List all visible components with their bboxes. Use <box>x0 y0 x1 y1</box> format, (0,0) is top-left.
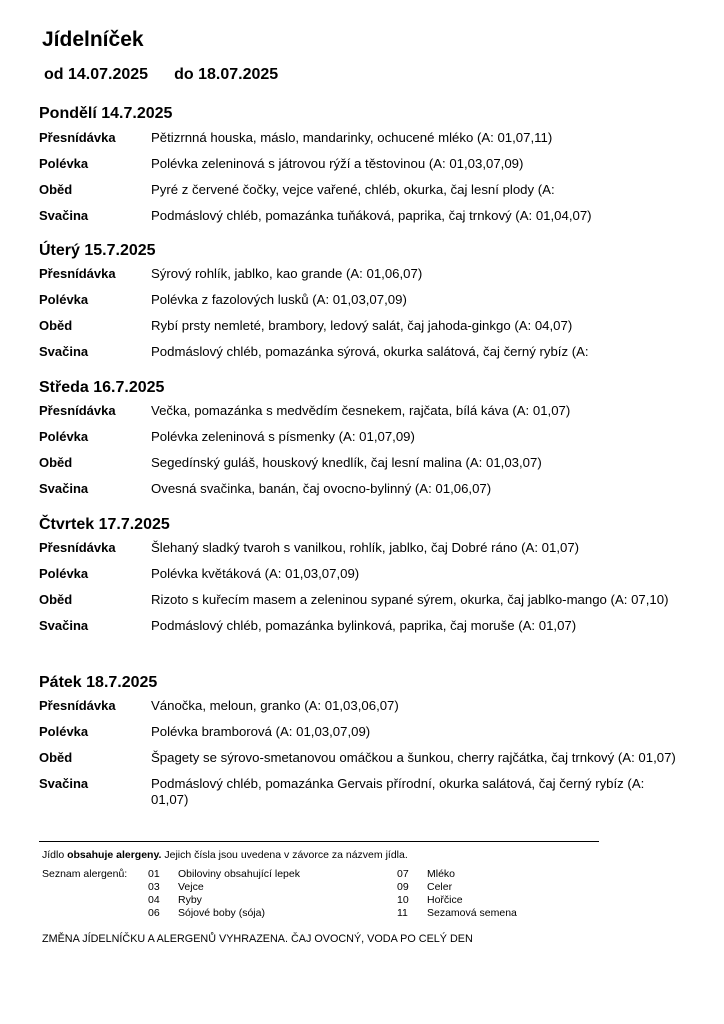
meal-label: Svačina <box>39 344 89 359</box>
meal-description: Polévka zeleninová s písmenky (A: 01,07,09) <box>151 429 415 444</box>
meal-label: Oběd <box>39 455 73 470</box>
meal-row-snack-afternoon <box>39 481 679 497</box>
meal-row-lunch <box>39 318 679 334</box>
allergen-code: 01 <box>148 868 160 880</box>
meal-description: Vánočka, meloun, granko (A: 01,03,06,07) <box>151 698 399 713</box>
meal-description: Podmáslový chléb, pomazánka tuňáková, paprika, čaj trnkový (A: 01,04,07) <box>151 208 592 223</box>
day-title: Středa 16.7.2025 <box>39 379 165 396</box>
meal-row-snack-afternoon <box>39 618 679 634</box>
meal-label: Oběd <box>39 318 73 333</box>
period-from-label: od <box>44 66 64 83</box>
meal-row-lunch <box>39 750 679 766</box>
meal-label: Oběd <box>39 750 73 765</box>
allergen-item <box>397 881 452 894</box>
meal-row-soup <box>39 566 679 582</box>
meal-row-soup <box>39 156 679 172</box>
allergen-item <box>397 907 517 920</box>
meal-description: Rybí prsty nemleté, brambory, ledový salát, čaj jahoda-ginkgo (A: 04,07) <box>151 318 573 333</box>
meal-description: Polévka z fazolových lusků (A: 01,03,07,09) <box>151 292 407 307</box>
meal-description: Rizoto s kuřecím masem a zeleninou sypané sýrem, okurka, čaj jablko-mango (A: 07,10) <box>151 592 669 607</box>
meal-label: Polévka <box>39 724 89 739</box>
day-title: Pondělí 14.7.2025 <box>39 105 173 122</box>
day-friday <box>39 672 679 808</box>
meal-label: Svačina <box>39 208 89 223</box>
meal-description: Večka, pomazánka s medvědím česnekem, rajčata, bílá káva (A: 01,07) <box>151 403 571 418</box>
meal-description: Polévka zeleninová s játrovou rýží a těstovinou (A: 01,03,07,09) <box>151 156 524 171</box>
meal-description: Pyré z červené čočky, vejce vařené, chléb, okurka, čaj lesní plody (A: <box>151 182 555 197</box>
allergen-item <box>148 907 265 920</box>
day-thursday <box>39 514 679 634</box>
meal-description: Podmáslový chléb, pomazánka sýrová, okurka salátová, čaj černý rybíz (A: <box>151 344 589 359</box>
meal-description: Polévka květáková (A: 01,03,07,09) <box>151 566 360 581</box>
meal-label: Polévka <box>39 566 89 581</box>
meal-description: Sýrový rohlík, jablko, kao grande (A: 01,06,07) <box>151 266 423 281</box>
meal-description: Špagety se sýrovo-smetanovou omáčkou a šunkou, cherry rajčátka, čaj trnkový (A: 01,07) <box>151 750 676 765</box>
day-title: Čtvrtek 17.7.2025 <box>39 516 170 533</box>
allergen-name: Sójové boby (sója) <box>178 907 265 919</box>
allergen-item <box>148 894 202 907</box>
day-wednesday <box>39 377 679 497</box>
allergen-name: Obiloviny obsahující lepek <box>178 868 300 880</box>
allergen-code: 09 <box>397 881 409 893</box>
meal-row-lunch <box>39 592 679 608</box>
footer-notice: ZMĚNA JÍDELNÍČKU A ALERGENŮ VYHRAZENA. ČAJ OVOCNÝ, VODA PO CELÝ DEN <box>42 933 473 945</box>
allergen-code: 04 <box>148 894 160 906</box>
meal-label: Přesnídávka <box>39 698 116 713</box>
allergen-item <box>148 868 300 881</box>
meal-row-lunch <box>39 182 679 198</box>
meal-row-soup <box>39 292 679 308</box>
meal-description: Polévka bramborová (A: 01,03,07,09) <box>151 724 371 739</box>
allergen-name: Vejce <box>178 881 204 893</box>
period-from-date: 14.07.2025 <box>68 66 149 83</box>
meal-label: Přesnídávka <box>39 540 116 555</box>
meal-row-snack-afternoon <box>39 344 679 360</box>
meal-row-lunch <box>39 455 679 471</box>
meal-row-snack-morning <box>39 698 679 714</box>
allergen-name: Sezamová semena <box>427 907 517 919</box>
meal-label: Oběd <box>39 182 73 197</box>
allergen-item <box>397 868 455 881</box>
menu-period <box>44 66 278 84</box>
allergen-list-label: Seznam alergenů: <box>42 868 128 880</box>
note-suffix: Jejich čísla jsou uvedena v závorce za názvem jídla. <box>161 849 408 861</box>
meal-row-snack-afternoon <box>39 776 679 808</box>
meal-description: Podmáslový chléb, pomazánka Gervais přírodní, okurka salátová, čaj černý rybíz (A: 01,07) <box>151 776 645 807</box>
allergen-name: Celer <box>427 881 453 893</box>
meal-description: Šlehaný sladký tvaroh s vanilkou, rohlík, jablko, čaj Dobré ráno (A: 01,07) <box>151 540 580 555</box>
allergen-name: Hořčice <box>427 894 463 906</box>
allergen-name: Mléko <box>427 868 456 880</box>
allergen-code: 11 <box>397 907 408 919</box>
divider <box>39 841 599 842</box>
meal-row-soup <box>39 724 679 740</box>
allergen-name: Ryby <box>178 894 202 906</box>
allergen-item <box>397 894 463 907</box>
meal-description: Pětizrnná houska, máslo, mandarinky, ochucené mléko (A: 01,07,11) <box>151 130 553 145</box>
meal-description: Segedínský guláš, houskový knedlík, čaj lesní malina (A: 01,03,07) <box>151 455 542 470</box>
day-title: Úterý 15.7.2025 <box>39 242 156 259</box>
day-title: Pátek 18.7.2025 <box>39 674 158 691</box>
meal-label: Polévka <box>39 156 89 171</box>
allergen-code: 03 <box>148 881 160 893</box>
allergen-code: 06 <box>148 907 160 919</box>
allergen-note <box>42 849 408 861</box>
meal-description: Ovesná svačinka, banán, čaj ovocno-bylinný (A: 01,06,07) <box>151 481 492 496</box>
meal-label: Přesnídávka <box>39 403 116 418</box>
page-title: Jídelníček <box>42 28 144 51</box>
meal-label: Svačina <box>39 481 89 496</box>
meal-row-snack-afternoon <box>39 208 679 224</box>
meal-row-snack-morning <box>39 403 679 419</box>
meal-label: Oběd <box>39 592 73 607</box>
note-bold: obsahuje alergeny. <box>67 849 162 861</box>
meal-label: Polévka <box>39 429 89 444</box>
period-to-label: do <box>174 66 194 83</box>
day-monday <box>39 103 679 224</box>
meal-label: Přesnídávka <box>39 130 116 145</box>
meal-description: Podmáslový chléb, pomazánka bylinková, paprika, čaj moruše (A: 01,07) <box>151 618 577 633</box>
meal-row-snack-morning <box>39 540 679 556</box>
meal-row-snack-morning <box>39 266 679 282</box>
meal-row-snack-morning <box>39 130 679 146</box>
meal-label: Přesnídávka <box>39 266 116 281</box>
day-tuesday <box>39 240 679 360</box>
period-to-date: 18.07.2025 <box>198 66 279 83</box>
meal-row-soup <box>39 429 679 445</box>
meal-label: Polévka <box>39 292 89 307</box>
allergen-item <box>148 881 204 894</box>
allergen-code: 10 <box>397 894 409 906</box>
note-prefix: Jídlo <box>42 849 68 861</box>
allergen-code: 07 <box>397 868 409 880</box>
meal-label: Svačina <box>39 776 89 791</box>
meal-label: Svačina <box>39 618 89 633</box>
